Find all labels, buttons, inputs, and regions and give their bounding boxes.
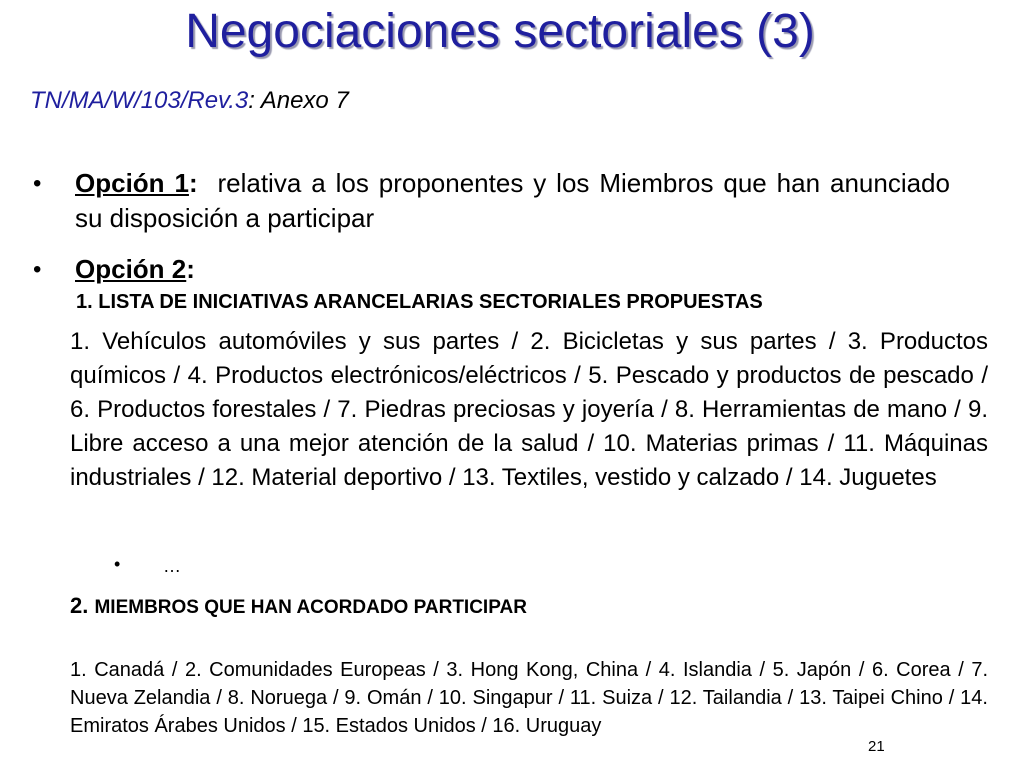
option-1-text: Opción 1: relativa a los proponentes y los Miembros que han anunciado su disposición a participar: [75, 168, 950, 233]
list-1-text: 1. Vehículos automóviles y sus partes / 2. Bicicletas y sus partes / 3. Productos químicos / 4. Productos electrónicos/eléctricos / 5. Pescado y productos de pescado / 6. Productos forestales / 7. Piedras preciosas y joyería / 8. Herramientas de mano / 9. Libre acceso a una mejor atención de la salud / 10. Materias primas / 11. Máquinas industriales / 12. Material deportivo / 13. Textiles, vestido y calzado / 14. Juguetes: [70, 328, 988, 491]
list-2-heading: [70, 592, 527, 622]
list-1-heading: 1. LISTA DE INICIATIVAS ARANCELARIAS SECTORIALES PROPUESTAS: [76, 291, 763, 313]
bullet-icon: •: [33, 170, 42, 197]
list-2-text: 1. Canadá / 2. Comunidades Europeas / 3. Hong Kong, China / 4. Islandia / 5. Japón / 6. Corea / 7. Nueva Zelandia / 8. Noruega / 9. Omán / 10. Singapur / 11. Suiza / 12. Tailandia / 13. Taipei Chino / 14. Emiratos Árabes Unidos / 15. Estados Unidos / 16. Uruguay: [70, 659, 988, 737]
option-2-label: Opción 2: [75, 254, 187, 284]
page-number: 21: [868, 738, 885, 755]
document-reference-annex: : Anexo 7: [248, 87, 349, 114]
sub-bullet-icon: •: [114, 554, 121, 574]
option-2-text: Opción 2:: [75, 254, 195, 284]
document-reference-code: TN/MA/W/103/Rev.3: [30, 87, 249, 114]
slide-title: Negociaciones sectoriales (3): [185, 5, 815, 58]
option-1-label: Opción 1: [75, 168, 189, 198]
document-reference: [30, 86, 349, 116]
ellipsis-text: …: [163, 556, 181, 576]
list-2-heading-number: 2.: [70, 593, 89, 618]
option-1-description: relativa a los proponentes y los Miembros que han anunciado su disposición a participar: [75, 168, 950, 233]
list-2-heading-text: MIEMBROS QUE HAN ACORDADO PARTICIPAR: [94, 597, 527, 618]
bullet-icon: •: [33, 256, 42, 283]
